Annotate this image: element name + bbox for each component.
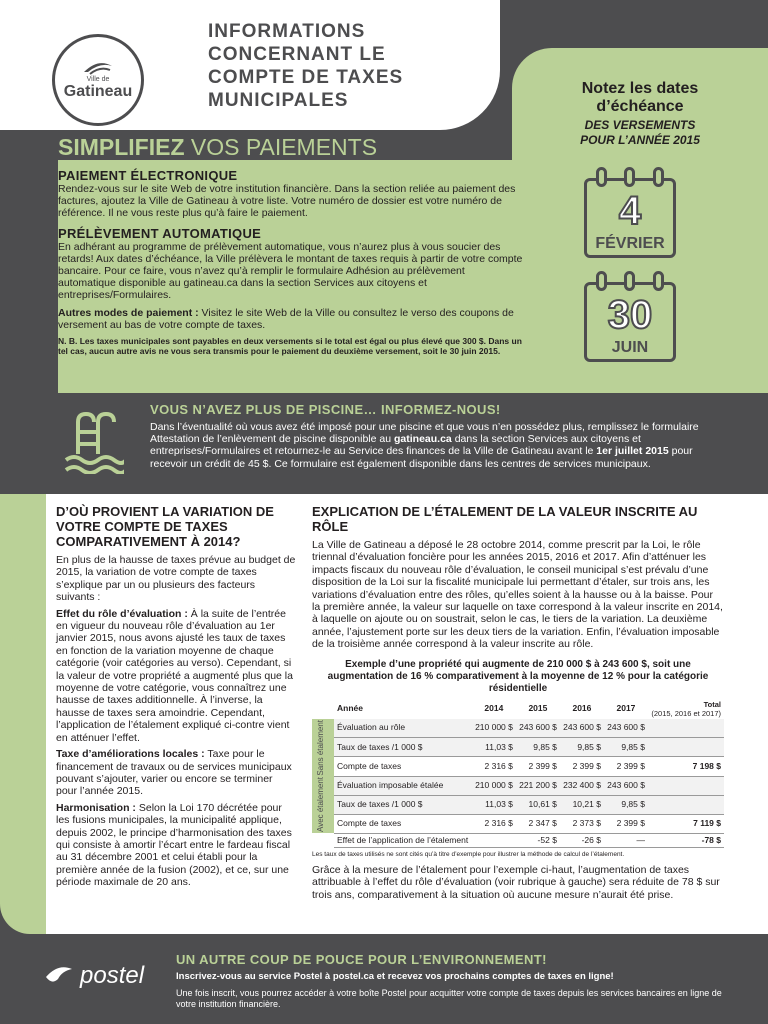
table-note: Les taux de taxes utilisés ne sont cités qu’à titre d’exemple pour illustrer la méthode de calcul de l’étalement. <box>312 850 625 858</box>
table-group-label: Sans étalement <box>316 719 325 776</box>
calendar-rings-icon <box>587 271 673 291</box>
simplify-content <box>58 168 524 356</box>
variation-heading: D’OÙ PROVIENT LA VARIATION DE VOTRE COMPTE DE TAXES COMPARATIVEMENT À 2014? <box>56 504 274 549</box>
table-cell <box>648 737 724 756</box>
table-cell: 10,21 $ <box>560 795 604 814</box>
local-improvement-text <box>56 748 296 798</box>
dates-title-line-2: d’échéance <box>596 98 684 115</box>
table-row-label: Taux de taxes /1 000 $ <box>334 795 472 814</box>
table-group-without <box>312 719 724 777</box>
table-cell: 11,03 $ <box>472 795 516 814</box>
other-payment-label: Autres modes de paiement : <box>58 306 199 319</box>
table-row-label: Compte de taxes <box>334 814 472 833</box>
table-header-2015: 2015 <box>528 703 548 714</box>
table-row-label: Compte de taxes <box>334 757 472 776</box>
table-cell: 2 316 $ <box>472 814 516 833</box>
pool-ladder-icon <box>64 410 124 474</box>
table-cell: 2 347 $ <box>516 814 560 833</box>
table-cell <box>648 795 724 814</box>
dates-subtitle <box>530 118 750 148</box>
pool-text <box>150 421 728 470</box>
table-cell: -26 $ <box>560 833 604 847</box>
table-cell: 7 198 $ <box>648 757 724 776</box>
other-payment-detail: Visitez le site Web de la Ville ou consultez le verso des coupons de versement au bas de votre compte de taxes. <box>58 306 514 331</box>
table-row-label: Évaluation au rôle <box>334 719 472 738</box>
table-cell: 210 000 $ <box>472 719 516 738</box>
table-group-label: Avec étalement <box>316 777 325 833</box>
second-due-month: JUIN <box>611 339 649 356</box>
table-row <box>312 757 724 776</box>
harmonization-text <box>56 802 296 889</box>
second-due-day: 30 <box>607 293 653 337</box>
table-cell: 221 200 $ <box>516 776 560 795</box>
electronic-payment-heading: PAIEMENT ÉLECTRONIQUE <box>58 168 238 183</box>
footer-line-2: Une fois inscrit, vous pourrez accéder à votre boîte Postel pour acquitter votre compte de taxes depuis les services bancaires en ligne de votre institution financière. <box>176 988 722 1009</box>
table-cell: 2 316 $ <box>472 757 516 776</box>
left-column <box>56 504 296 889</box>
table-cell: 2 399 $ <box>604 814 648 833</box>
table-cell: -78 $ <box>648 833 724 847</box>
table-cell: 10,61 $ <box>516 795 560 814</box>
table-cell: 9,85 $ <box>560 737 604 756</box>
table-row <box>312 737 724 756</box>
title-line-3: COMPTE DE TAXES <box>208 67 404 88</box>
dates-title-line-1: Notez les dates <box>581 80 699 97</box>
title-line-4: MUNICIPALES <box>208 90 349 111</box>
table-row <box>312 776 724 795</box>
title-line-1: INFORMATIONS <box>208 21 366 42</box>
postel-logo <box>44 962 144 990</box>
title-upper <box>208 20 386 66</box>
logo-name: Gatineau <box>63 82 133 100</box>
nb-note: N. B. Les taxes municipales sont payables en deux versements si le total est égal ou plus élevé que 300 $. Dans un tel cas, aucun autre avis ne vous sera transmis pour le paiement du deuxième versement, soit le 30 juin 2015. <box>58 336 522 357</box>
table-header-year: Année <box>337 703 363 714</box>
table-cell: 11,03 $ <box>472 737 516 756</box>
table-cell: -52 $ <box>516 833 560 847</box>
table-cell <box>648 719 724 738</box>
logo-swoosh-icon <box>80 60 116 76</box>
dates-title <box>530 80 750 116</box>
pool-text-c: pour recevoir un crédit de 45 $. Ce formulaire est également disponible dans les centres de services municipaux. <box>150 445 693 470</box>
first-due-day: 4 <box>618 189 642 233</box>
table-row <box>312 719 724 738</box>
title-lower <box>208 66 403 112</box>
pool-link[interactable]: gatineau.ca <box>394 433 452 446</box>
spreading-table <box>312 699 724 848</box>
table-cell: 243 600 $ <box>516 719 560 738</box>
table-row-label: Effet de l’application de l’étalement <box>334 833 472 847</box>
table-cell: — <box>604 833 648 847</box>
table-cell: 9,85 $ <box>604 795 648 814</box>
table-cell: 9,85 $ <box>604 737 648 756</box>
table-cell: 2 399 $ <box>560 757 604 776</box>
table-cell <box>648 776 724 795</box>
auto-debit-text: En adhérant au programme de prélèvement automatique, vous n’aurez plus à vous soucier des retards! Aux dates d’échéance, la Ville prélèvera le montant de taxes requis à partir de votre compte bancaire. Pour ce faire, vous n’avez qu’à remplir le formulaire Adhésion au prélèvement automatique disponible au gatineau.ca dans la section Services aux citoyens et entreprises/Formulaires. <box>58 240 523 302</box>
local-improvement-detail: Taxe pour le financement de travaux ou de services municipaux pouvant s’ajouter, varier ou encore se terminer pour l’année 2015. <box>56 748 292 798</box>
other-payment-text <box>58 307 524 331</box>
electronic-payment-text: Rendez-vous sur le site Web de votre institution financière. Dans la section reliée au paiement des factures, ajoutez la Ville de Gatineau à votre liste. Votre numéro de dossier est votre numéro de référence. Il ne vous reste plus qu’à faire le paiement. <box>58 183 516 220</box>
role-effect-detail: À la suite de l’entrée en vigueur du nouveau rôle d’évaluation au 1er janvier 2015, nous avons ajusté les taux de taxes en fonction de la variation moyenne de chaque catégorie (voir catégories au verso). Cependant, si la valeur de votre propriété a augmenté plus que la moyenne de votre catégorie, vous connaîtrez une hausse de taxes additionnelle. À l’inverse, la hausse de taxes sera amoindrie. Cependant, l’application de l’étalement expliqué ci-contre vient en atténuer l’effet. <box>56 607 293 744</box>
table-cell: 243 600 $ <box>560 719 604 738</box>
variation-intro: En plus de la hausse de taxes prévue au budget de 2015, la variation de votre compte de taxes s’explique par un ou plusieurs des facteurs suivants : <box>56 554 296 604</box>
table-cell: 243 600 $ <box>604 776 648 795</box>
calendar-first-due <box>584 178 676 258</box>
right-column <box>312 504 724 901</box>
table-row <box>312 795 724 814</box>
table-cell: 2 399 $ <box>516 757 560 776</box>
spreading-conclusion: Grâce à la mesure de l’étalement pour l’exemple ci-haut, l’augmentation de taxes attribuable à l’effet du rôle d’évaluation (voir rubrique à gauche) sera réduite de 78 $ sur trois ans, comparativement à la situation où aucune mesure n’aurait été prise. <box>312 863 720 901</box>
calendar-rings-icon <box>587 167 673 187</box>
pool-heading: VOUS N’AVEZ PLUS DE PISCINE… INFORMEZ-NOUS! <box>150 402 501 417</box>
role-effect-label: Effet du rôle d’évaluation : <box>56 607 188 620</box>
postel-bird-icon <box>44 963 74 989</box>
dates-sub-line-1: DES VERSEMENTS <box>584 118 696 132</box>
table-cell: 210 000 $ <box>472 776 516 795</box>
harmonization-detail: Selon la Loi 170 décrétée pour les fusions municipales, la municipalité applique, depuis 2002, le principe d’harmonisation des taxes qui consiste à amortir l’écart entre le fardeau fiscal au 31 décembre 2001 et celui établi pour la première année de la fusion (2002), et ce, sur une période maximale de 20 ans. <box>56 801 292 889</box>
postel-brand: postel <box>80 962 145 989</box>
table-header-total <box>648 699 724 719</box>
local-improvement-label: Taxe d’améliorations locales : <box>56 748 205 761</box>
table-header-2016: 2016 <box>572 703 592 714</box>
simplify-heading-rest: VOS PAIEMENTS <box>184 134 378 160</box>
footer-heading: UN AUTRE COUP DE POUCE POUR L’ENVIRONNEMENT! <box>176 952 547 967</box>
simplify-heading <box>58 134 377 161</box>
total-sub-label: (2015, 2016 et 2017) <box>651 708 721 718</box>
first-due-month: FÉVRIER <box>595 235 665 252</box>
table-header-2014: 2014 <box>484 703 504 714</box>
table-cell: 243 600 $ <box>604 719 648 738</box>
table-row-effect <box>312 833 724 847</box>
table-row-label: Évaluation imposable étalée <box>334 776 472 795</box>
table-row <box>312 814 724 833</box>
table-group-with <box>312 776 724 833</box>
footer-line-1: Inscrivez-vous au service Postel à postel.ca et recevez vos prochains comptes de taxes en ligne! <box>176 971 614 982</box>
logo-small-text: Ville de <box>86 75 110 83</box>
table-effect <box>312 833 724 847</box>
table-header-2017: 2017 <box>616 703 636 714</box>
total-label: Total <box>703 699 721 709</box>
gatineau-logo <box>52 34 144 126</box>
harmonization-label: Harmonisation : <box>56 801 136 814</box>
role-effect-text <box>56 608 296 744</box>
calendar-second-due <box>584 282 676 362</box>
auto-debit-heading: PRÉLÈVEMENT AUTOMATIQUE <box>58 225 262 241</box>
table-row-label: Taux de taxes /1 000 $ <box>334 737 472 756</box>
table-cell: 7 119 $ <box>648 814 724 833</box>
table-cell: 2 373 $ <box>560 814 604 833</box>
pool-text-b: dans la section Services aux citoyens et entreprises/Formulaires et retournez-le au Service des finances de la Ville de Gatineau avant le <box>150 433 641 458</box>
title-line-2: CONCERNANT LE <box>208 44 386 65</box>
table-cell <box>472 833 516 847</box>
table-cell: 9,85 $ <box>516 737 560 756</box>
spreading-heading: EXPLICATION DE L’ÉTALEMENT DE LA VALEUR INSCRITE AU RÔLE <box>312 504 698 534</box>
dates-sub-line-2: POUR L’ANNÉE 2015 <box>580 133 700 147</box>
example-caption: Exemple d’une propriété qui augmente de 210 000 $ à 243 600 $, soit une augmentation de 16 % comparativement à la moyenne de 12 % pour la catégorie résidentielle <box>327 658 709 694</box>
pool-date: 1er juillet 2015 <box>596 445 669 458</box>
table-cell: 2 399 $ <box>604 757 648 776</box>
table-cell: 232 400 $ <box>560 776 604 795</box>
simplify-heading-bold: SIMPLIFIEZ <box>58 134 185 160</box>
spreading-text: La Ville de Gatineau a déposé le 28 octobre 2014, comme prescrit par la Loi, le rôle triennal d’évaluation foncière pour les années 2015, 2016 et 2017. Afin d’atténuer les impacts fiscaux du nouveau rôle d’évaluation, le conseil municipal s’est prévalu d’une disposition de la Loi sur la fiscalité municipale lui permettant d’étaler, sur trois ans, les variations d’évaluation entre des rôles, qu’elles soient à la hausse ou à la baisse. Pour la première année, la valeur sur laquelle on taxe correspond à la valeur inscrite en 2014, à laquelle on ajoute ou on soustrait, selon le cas, le tiers de la variation. La deuxième année, l’ajustement porte sur les deux tiers de la variation. Enfin, l’évaluation imposable de la troisième année correspond à la valeur inscrite au rôle. <box>312 539 723 651</box>
pool-text-a: Dans l’éventualité où vous avez été imposé pour une piscine et que vous n’en possédez plus, remplissez le formulaire Attestation de l’enlèvement de piscine disponible au <box>150 421 699 446</box>
